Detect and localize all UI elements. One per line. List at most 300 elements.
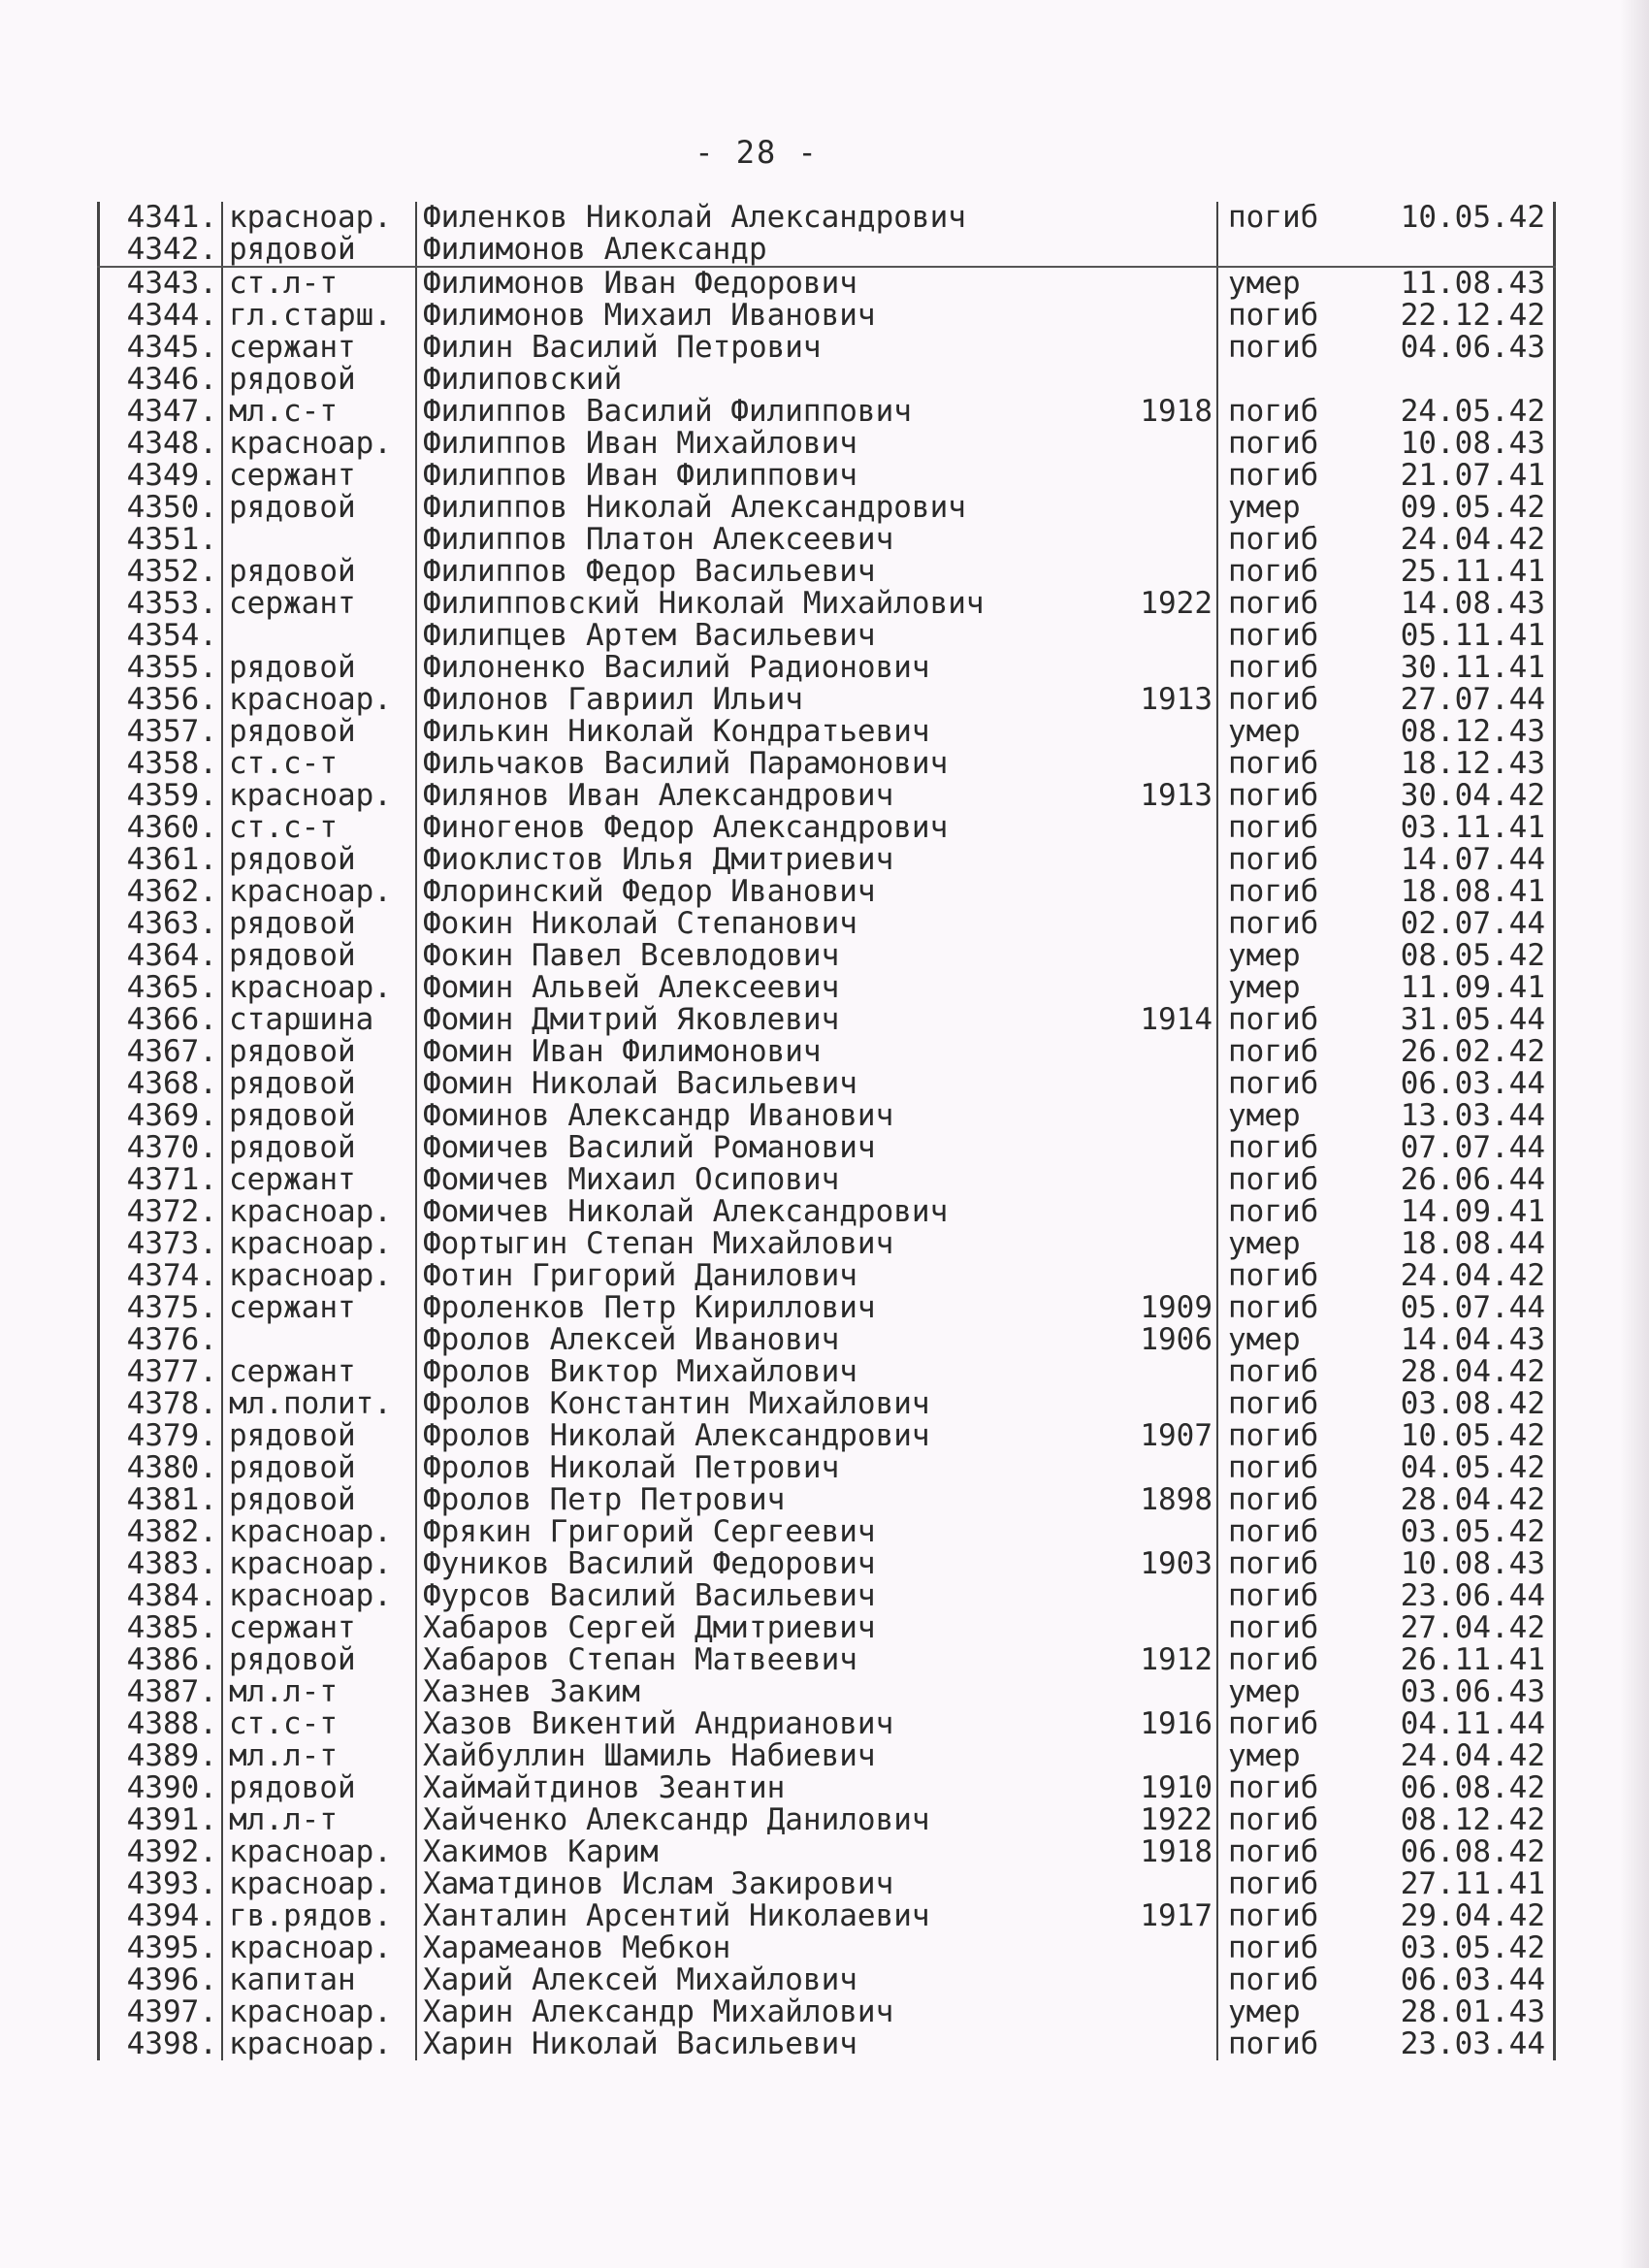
fate-status: погиб xyxy=(1216,748,1362,780)
record-number: 4382. xyxy=(97,1516,221,1548)
birth-year xyxy=(1123,652,1216,684)
record-number: 4397. xyxy=(97,1996,221,2028)
fate-status: погиб xyxy=(1216,1932,1362,1964)
fate-status: умер xyxy=(1216,972,1362,1004)
date-of-death: 06.03.44 xyxy=(1362,1068,1556,1100)
full-name: Филипповский Николай Михайлович xyxy=(415,588,1123,620)
birth-year xyxy=(1123,428,1216,460)
military-rank xyxy=(221,524,415,556)
birth-year xyxy=(1123,812,1216,844)
date-of-death: 09.05.42 xyxy=(1362,492,1556,524)
birth-year xyxy=(1123,972,1216,1004)
full-name: Ханталин Арсентий Николаевич xyxy=(415,1900,1123,1932)
military-rank: рядовой xyxy=(221,844,415,876)
date-of-death: 24.05.42 xyxy=(1362,396,1556,428)
fate-status: погиб xyxy=(1216,1132,1362,1164)
full-name: Филиппов Федор Васильевич xyxy=(415,556,1123,588)
military-rank: сержант xyxy=(221,460,415,492)
date-of-death: 11.08.43 xyxy=(1362,268,1556,300)
full-name: Хазнев Заким xyxy=(415,1676,1123,1708)
date-of-death: 05.07.44 xyxy=(1362,1292,1556,1324)
military-rank: мл.л-т xyxy=(221,1740,415,1772)
date-of-death: 06.08.42 xyxy=(1362,1772,1556,1804)
record-number: 4355. xyxy=(97,652,221,684)
full-name: Харин Николай Васильевич xyxy=(415,2028,1123,2060)
table-row xyxy=(97,1836,1556,1868)
birth-year: 1916 xyxy=(1140,1708,1212,1740)
birth-year xyxy=(1123,1164,1216,1196)
record-number: 4346. xyxy=(97,364,221,396)
record-number: 4364. xyxy=(97,940,221,972)
date-of-death: 18.08.41 xyxy=(1362,876,1556,908)
record-number: 4377. xyxy=(97,1356,221,1388)
date-of-death: 04.11.44 xyxy=(1362,1708,1556,1740)
date-of-death: 14.04.43 xyxy=(1362,1324,1556,1356)
full-name: Филипцев Артем Васильевич xyxy=(415,620,1123,652)
military-rank: красноар. xyxy=(221,1932,415,1964)
record-number: 4391. xyxy=(97,1804,221,1836)
fate-status: погиб xyxy=(1216,1484,1362,1516)
record-number: 4387. xyxy=(97,1676,221,1708)
record-number: 4357. xyxy=(97,716,221,748)
date-of-death: 24.04.42 xyxy=(1362,1740,1556,1772)
military-rank: красноар. xyxy=(221,972,415,1004)
date-of-death: 03.06.43 xyxy=(1362,1676,1556,1708)
birth-year: 1910 xyxy=(1140,1772,1212,1804)
full-name: Фролов Николай Петрович xyxy=(415,1452,1123,1484)
record-number: 4388. xyxy=(97,1708,221,1740)
military-rank: рядовой xyxy=(221,364,415,396)
table-row xyxy=(97,332,1556,364)
fate-status: погиб xyxy=(1216,780,1362,812)
table-row xyxy=(97,716,1556,748)
fate-status: погиб xyxy=(1216,684,1362,716)
table-row xyxy=(97,1516,1556,1548)
full-name: Филиппов Василий Филиппович xyxy=(415,396,1123,428)
date-of-death: 04.06.43 xyxy=(1362,332,1556,364)
birth-year xyxy=(1123,1964,1216,1996)
table-row xyxy=(97,1644,1556,1676)
date-of-death: 28.04.42 xyxy=(1362,1484,1556,1516)
table-row xyxy=(97,780,1556,812)
fate-status: погиб xyxy=(1216,1964,1362,1996)
date-of-death: 28.04.42 xyxy=(1362,1356,1556,1388)
military-rank: капитан xyxy=(221,1964,415,1996)
birth-year xyxy=(1123,300,1216,332)
military-rank: красноар. xyxy=(221,1836,415,1868)
birth-year xyxy=(1123,202,1216,234)
table-row xyxy=(97,1932,1556,1964)
fate-status: погиб xyxy=(1216,1804,1362,1836)
full-name: Харин Александр Михайлович xyxy=(415,1996,1123,2028)
full-name: Фокин Павел Всевлодович xyxy=(415,940,1123,972)
table-row xyxy=(97,1228,1556,1260)
birth-year xyxy=(1123,234,1216,266)
table-row xyxy=(97,908,1556,940)
record-number: 4386. xyxy=(97,1644,221,1676)
military-rank: рядовой xyxy=(221,1068,415,1100)
full-name: Фиоклистов Илья Дмитриевич xyxy=(415,844,1123,876)
fate-status: умер xyxy=(1216,1100,1362,1132)
fate-status xyxy=(1216,234,1362,266)
military-rank xyxy=(221,620,415,652)
birth-year xyxy=(1123,556,1216,588)
military-rank: рядовой xyxy=(221,1100,415,1132)
date-of-death: 27.07.44 xyxy=(1362,684,1556,716)
birth-year: 1912 xyxy=(1140,1644,1212,1676)
table-row xyxy=(97,396,1556,428)
record-number: 4363. xyxy=(97,908,221,940)
birth-year xyxy=(1123,1132,1216,1164)
full-name: Фролов Николай Александрович xyxy=(415,1420,1123,1452)
military-rank: красноар. xyxy=(221,1228,415,1260)
page-number: - 28 - xyxy=(695,134,819,171)
military-rank: мл.полит. xyxy=(221,1388,415,1420)
fate-status: погиб xyxy=(1216,1068,1362,1100)
military-rank: рядовой xyxy=(221,1132,415,1164)
date-of-death: 06.08.42 xyxy=(1362,1836,1556,1868)
table-row xyxy=(97,524,1556,556)
fate-status: умер xyxy=(1216,268,1362,300)
fate-status: погиб xyxy=(1216,396,1362,428)
fate-status: погиб xyxy=(1216,202,1362,234)
military-rank: красноар. xyxy=(221,1548,415,1580)
fate-status: погиб xyxy=(1216,332,1362,364)
full-name: Филиппов Иван Филиппович xyxy=(415,460,1123,492)
birth-year xyxy=(1123,716,1216,748)
table-row xyxy=(97,1868,1556,1900)
date-of-death: 14.09.41 xyxy=(1362,1196,1556,1228)
birth-year xyxy=(1123,332,1216,364)
fate-status: умер xyxy=(1216,1228,1362,1260)
military-rank: сержант xyxy=(221,332,415,364)
full-name: Филимонов Иван Федорович xyxy=(415,268,1123,300)
record-number: 4348. xyxy=(97,428,221,460)
date-of-death: 03.11.41 xyxy=(1362,812,1556,844)
birth-year xyxy=(1123,1100,1216,1132)
fate-status: погиб xyxy=(1216,1548,1362,1580)
military-rank: красноар. xyxy=(221,876,415,908)
fate-status: погиб xyxy=(1216,812,1362,844)
birth-year xyxy=(1123,1932,1216,1964)
military-rank: старшина xyxy=(221,1004,415,1036)
fate-status: погиб xyxy=(1216,1612,1362,1644)
date-of-death: 31.05.44 xyxy=(1362,1004,1556,1036)
fate-status: умер xyxy=(1216,1676,1362,1708)
full-name: Хазов Викентий Андрианович xyxy=(415,1708,1123,1740)
date-of-death: 13.03.44 xyxy=(1362,1100,1556,1132)
record-number: 4356. xyxy=(97,684,221,716)
fate-status: умер xyxy=(1216,716,1362,748)
record-number: 4396. xyxy=(97,1964,221,1996)
full-name: Фролов Виктор Михайлович xyxy=(415,1356,1123,1388)
table-row xyxy=(97,1484,1556,1516)
full-name: Харий Алексей Михайлович xyxy=(415,1964,1123,1996)
military-rank: мл.л-т xyxy=(221,1804,415,1836)
table-row xyxy=(97,1964,1556,1996)
date-of-death: 08.12.43 xyxy=(1362,716,1556,748)
fate-status: погиб xyxy=(1216,876,1362,908)
table-row xyxy=(97,1100,1556,1132)
date-of-death: 08.12.42 xyxy=(1362,1804,1556,1836)
record-number: 4354. xyxy=(97,620,221,652)
full-name: Филин Василий Петрович xyxy=(415,332,1123,364)
fate-status: умер xyxy=(1216,1996,1362,2028)
full-name: Фуников Василий Федорович xyxy=(415,1548,1123,1580)
record-number: 4350. xyxy=(97,492,221,524)
date-of-death: 23.06.44 xyxy=(1362,1580,1556,1612)
table-row xyxy=(97,652,1556,684)
date-of-death: 06.03.44 xyxy=(1362,1964,1556,1996)
birth-year xyxy=(1123,524,1216,556)
birth-year xyxy=(1123,1868,1216,1900)
record-number: 4342. xyxy=(97,234,221,266)
fate-status: погиб xyxy=(1216,588,1362,620)
fate-status: погиб xyxy=(1216,844,1362,876)
date-of-death: 07.07.44 xyxy=(1362,1132,1556,1164)
record-number: 4379. xyxy=(97,1420,221,1452)
fate-status: погиб xyxy=(1216,1868,1362,1900)
full-name: Фролов Константин Михайлович xyxy=(415,1388,1123,1420)
record-number: 4362. xyxy=(97,876,221,908)
date-of-death: 24.04.42 xyxy=(1362,524,1556,556)
military-rank: гв.рядов. xyxy=(221,1900,415,1932)
fate-status: погиб xyxy=(1216,1708,1362,1740)
fate-status: погиб xyxy=(1216,1772,1362,1804)
table-row xyxy=(97,428,1556,460)
full-name: Хабаров Сергей Дмитриевич xyxy=(415,1612,1123,1644)
birth-year xyxy=(1123,492,1216,524)
table-row xyxy=(97,1388,1556,1420)
date-of-death: 14.07.44 xyxy=(1362,844,1556,876)
birth-year: 1913 xyxy=(1140,780,1212,812)
full-name: Фрякин Григорий Сергеевич xyxy=(415,1516,1123,1548)
military-rank: рядовой xyxy=(221,556,415,588)
date-of-death: 02.07.44 xyxy=(1362,908,1556,940)
table-row xyxy=(97,266,1556,300)
full-name: Флоринский Федор Иванович xyxy=(415,876,1123,908)
table-row xyxy=(97,1132,1556,1164)
record-number: 4392. xyxy=(97,1836,221,1868)
fate-status: погиб xyxy=(1216,1260,1362,1292)
record-number: 4381. xyxy=(97,1484,221,1516)
military-rank: рядовой xyxy=(221,492,415,524)
military-rank: рядовой xyxy=(221,1452,415,1484)
record-number: 4365. xyxy=(97,972,221,1004)
fate-status: погиб xyxy=(1216,428,1362,460)
full-name: Филонов Гавриил Ильич xyxy=(415,684,1123,716)
table-row xyxy=(97,588,1556,620)
military-rank: сержант xyxy=(221,1356,415,1388)
fate-status: погиб xyxy=(1216,1580,1362,1612)
full-name: Хайченко Александр Данилович xyxy=(415,1804,1123,1836)
military-rank: красноар. xyxy=(221,684,415,716)
full-name: Фомин Альвей Алексеевич xyxy=(415,972,1123,1004)
table-row xyxy=(97,234,1556,266)
full-name: Филенков Николай Александрович xyxy=(415,202,1123,234)
record-number: 4361. xyxy=(97,844,221,876)
fate-status: погиб xyxy=(1216,1004,1362,1036)
full-name: Филиппов Платон Алексеевич xyxy=(415,524,1123,556)
date-of-death: 26.02.42 xyxy=(1362,1036,1556,1068)
table-row xyxy=(97,300,1556,332)
fate-status xyxy=(1216,364,1362,396)
table-row xyxy=(97,812,1556,844)
table-row xyxy=(97,620,1556,652)
fate-status: погиб xyxy=(1216,1388,1362,1420)
date-of-death: 14.08.43 xyxy=(1362,588,1556,620)
birth-year xyxy=(1123,620,1216,652)
birth-year: 1907 xyxy=(1140,1420,1212,1452)
military-rank: рядовой xyxy=(221,716,415,748)
military-rank: сержант xyxy=(221,1292,415,1324)
full-name: Хаматдинов Ислам Закирович xyxy=(415,1868,1123,1900)
record-number: 4347. xyxy=(97,396,221,428)
scan-edge-shadow xyxy=(1620,0,1649,2268)
date-of-death: 27.04.42 xyxy=(1362,1612,1556,1644)
birth-year xyxy=(1123,876,1216,908)
date-of-death xyxy=(1362,234,1556,266)
record-number: 4380. xyxy=(97,1452,221,1484)
full-name: Фомин Николай Васильевич xyxy=(415,1068,1123,1100)
record-number: 4376. xyxy=(97,1324,221,1356)
record-number: 4352. xyxy=(97,556,221,588)
date-of-death: 03.05.42 xyxy=(1362,1516,1556,1548)
record-number: 4384. xyxy=(97,1580,221,1612)
fate-status: погиб xyxy=(1216,2028,1362,2060)
birth-year xyxy=(1123,364,1216,396)
fate-status: погиб xyxy=(1216,1644,1362,1676)
full-name: Фоминов Александр Иванович xyxy=(415,1100,1123,1132)
full-name: Фроленков Петр Кириллович xyxy=(415,1292,1123,1324)
table-row xyxy=(97,1772,1556,1804)
birth-year xyxy=(1123,908,1216,940)
table-row xyxy=(97,492,1556,524)
fate-status: погиб xyxy=(1216,1420,1362,1452)
military-rank: красноар. xyxy=(221,1260,415,1292)
record-number: 4366. xyxy=(97,1004,221,1036)
date-of-death: 04.05.42 xyxy=(1362,1452,1556,1484)
record-number: 4395. xyxy=(97,1932,221,1964)
table-row xyxy=(97,1356,1556,1388)
date-of-death: 28.01.43 xyxy=(1362,1996,1556,2028)
fate-status: погиб xyxy=(1216,1900,1362,1932)
birth-year xyxy=(1123,1996,1216,2028)
table-row xyxy=(97,1804,1556,1836)
fate-status: погиб xyxy=(1216,556,1362,588)
military-rank: красноар. xyxy=(221,1196,415,1228)
full-name: Фомин Иван Филимонович xyxy=(415,1036,1123,1068)
table-row xyxy=(97,1676,1556,1708)
full-name: Фильчаков Василий Парамонович xyxy=(415,748,1123,780)
table-row xyxy=(97,1004,1556,1036)
date-of-death: 29.04.42 xyxy=(1362,1900,1556,1932)
record-number: 4371. xyxy=(97,1164,221,1196)
military-rank: мл.с-т xyxy=(221,396,415,428)
date-of-death: 18.08.44 xyxy=(1362,1228,1556,1260)
table-row xyxy=(97,1580,1556,1612)
birth-year xyxy=(1123,940,1216,972)
birth-year: 1909 xyxy=(1140,1292,1212,1324)
date-of-death: 10.08.43 xyxy=(1362,1548,1556,1580)
fate-status: погиб xyxy=(1216,1164,1362,1196)
record-number: 4358. xyxy=(97,748,221,780)
military-rank: рядовой xyxy=(221,1772,415,1804)
table-row xyxy=(97,1420,1556,1452)
full-name: Филянов Иван Александрович xyxy=(415,780,1123,812)
table-row xyxy=(97,1708,1556,1740)
fate-status: погиб xyxy=(1216,1036,1362,1068)
table-row xyxy=(97,1196,1556,1228)
birth-year xyxy=(1123,1580,1216,1612)
birth-year: 1906 xyxy=(1140,1324,1212,1356)
table-row xyxy=(97,2028,1556,2060)
record-number: 4359. xyxy=(97,780,221,812)
military-rank: рядовой xyxy=(221,1420,415,1452)
birth-year xyxy=(1123,2028,1216,2060)
date-of-death: 11.09.41 xyxy=(1362,972,1556,1004)
fate-status: погиб xyxy=(1216,652,1362,684)
date-of-death: 26.11.41 xyxy=(1362,1644,1556,1676)
fate-status: погиб xyxy=(1216,620,1362,652)
birth-year: 1917 xyxy=(1140,1900,1212,1932)
birth-year: 1918 xyxy=(1140,1836,1212,1868)
table-row xyxy=(97,1292,1556,1324)
fate-status: умер xyxy=(1216,1324,1362,1356)
record-number: 4370. xyxy=(97,1132,221,1164)
date-of-death: 10.05.42 xyxy=(1362,1420,1556,1452)
full-name: Фортыгин Степан Михайлович xyxy=(415,1228,1123,1260)
record-number: 4372. xyxy=(97,1196,221,1228)
full-name: Хаймайтдинов Зеантин xyxy=(415,1772,1123,1804)
full-name: Фомичев Николай Александрович xyxy=(415,1196,1123,1228)
fate-status: умер xyxy=(1216,1740,1362,1772)
date-of-death: 05.11.41 xyxy=(1362,620,1556,652)
record-number: 4341. xyxy=(97,202,221,234)
full-name: Филоненко Василий Радионович xyxy=(415,652,1123,684)
table-row xyxy=(97,844,1556,876)
fate-status: погиб xyxy=(1216,1356,1362,1388)
full-name: Хайбуллин Шамиль Набиевич xyxy=(415,1740,1123,1772)
military-rank: красноар. xyxy=(221,1516,415,1548)
full-name: Хабаров Степан Матвеевич xyxy=(415,1644,1123,1676)
military-rank: красноар. xyxy=(221,2028,415,2060)
table-row xyxy=(97,1164,1556,1196)
military-rank: красноар. xyxy=(221,1580,415,1612)
full-name: Филиповский xyxy=(415,364,1123,396)
table-row xyxy=(97,1996,1556,2028)
record-number: 4345. xyxy=(97,332,221,364)
record-number: 4393. xyxy=(97,1868,221,1900)
full-name: Фомин Дмитрий Яковлевич xyxy=(415,1004,1123,1036)
birth-year xyxy=(1123,1068,1216,1100)
fate-status: погиб xyxy=(1216,300,1362,332)
record-number: 4373. xyxy=(97,1228,221,1260)
full-name: Фомичев Михаил Осипович xyxy=(415,1164,1123,1196)
fate-status: погиб xyxy=(1216,908,1362,940)
table-row xyxy=(97,1900,1556,1932)
fate-status: погиб xyxy=(1216,1836,1362,1868)
record-number: 4383. xyxy=(97,1548,221,1580)
table-row xyxy=(97,876,1556,908)
fate-status: умер xyxy=(1216,940,1362,972)
military-rank: рядовой xyxy=(221,234,415,266)
full-name: Фомичев Василий Романович xyxy=(415,1132,1123,1164)
date-of-death: 10.05.42 xyxy=(1362,202,1556,234)
military-rank xyxy=(221,1324,415,1356)
military-rank: рядовой xyxy=(221,652,415,684)
date-of-death: 24.04.42 xyxy=(1362,1260,1556,1292)
